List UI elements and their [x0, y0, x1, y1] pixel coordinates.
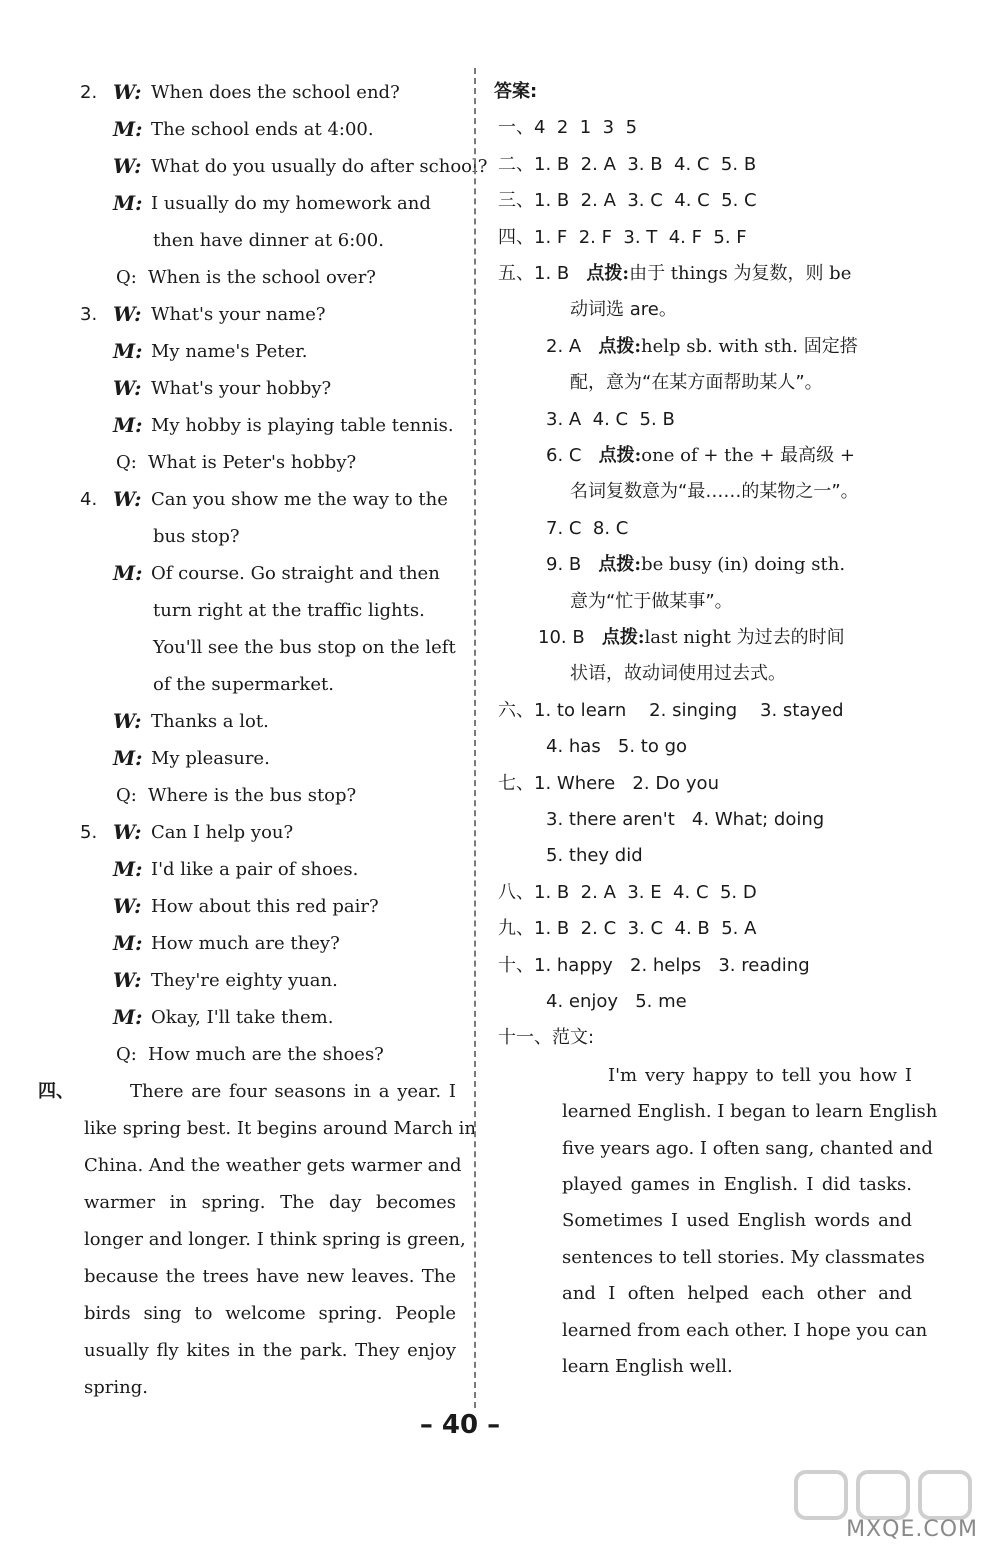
dialog-line: [0, 851, 462, 888]
answer-text: 10. B: [538, 627, 602, 648]
answer-text: 配，意为“在某方面帮助某人”。: [570, 372, 823, 394]
question-label: Q:: [116, 267, 137, 288]
speaker-label: M:: [113, 561, 143, 585]
answer-text: 八、1. B 2. A 3. E 4. C 5. D: [498, 881, 757, 903]
hint-text: one of + the + 最高级 +: [641, 445, 855, 466]
essay-line: like spring best. It begins around March in: [84, 1118, 477, 1139]
dialog-text-continued: bus stop?: [153, 526, 240, 547]
answer-text: 5. they did: [546, 845, 643, 867]
model-essay-line: played games in English. I did tasks.: [562, 1174, 912, 1195]
speaker-label: M:: [113, 1005, 143, 1029]
answer-text: 六、1. to learn 2. singing 3. stayed: [498, 699, 844, 721]
dialog-line: [0, 777, 462, 814]
answer-line: [546, 802, 824, 838]
answer-text: 3. A 4. C 5. B: [546, 408, 675, 430]
answer-line: [498, 147, 756, 183]
speaker-label: W:: [113, 154, 142, 178]
dialog-text: My pleasure.: [151, 748, 270, 769]
hint-text: help sb. with sth. 固定搭: [641, 335, 858, 357]
essay-line: longer and longer. I think spring is green,: [84, 1229, 466, 1250]
answer-line: [570, 474, 859, 510]
answer-line: [538, 620, 845, 656]
dialog-line: [0, 888, 462, 925]
answer-text: 七、1. Where 2. Do you: [498, 772, 719, 794]
speaker-label: M:: [113, 931, 143, 955]
column-divider: [474, 68, 476, 1408]
answer-text: 4. enjoy 5. me: [546, 991, 687, 1012]
hint-text: be busy (in) doing sth.: [641, 554, 846, 576]
dialog-text: My hobby is playing table tennis.: [151, 415, 454, 436]
dialog-line: [0, 148, 488, 185]
speaker-label: W:: [113, 302, 142, 326]
watermark-text: MXQE.COM: [846, 1517, 978, 1542]
dialog-line: [0, 1036, 462, 1073]
hint-text: 由于 things 为复数，则 be: [629, 263, 852, 284]
speaker-label: W:: [113, 487, 142, 511]
answer-line: [498, 220, 747, 256]
answer-text: 十一、范文:: [498, 1027, 595, 1049]
question-text: When is the school over?: [148, 267, 376, 288]
answer-text: 2. A: [546, 335, 599, 357]
answer-line: [570, 292, 677, 328]
dialog-text: What's your hobby?: [151, 378, 332, 399]
answer-text: 动词选 are。: [570, 299, 677, 321]
answer-text: 7. C 8. C: [546, 517, 629, 539]
dialog-line: [0, 74, 462, 111]
dialog-line: [0, 962, 462, 999]
dialog-text: What do you usually do after school?: [151, 156, 488, 177]
dialog-text-continued: turn right at the traffic lights.: [153, 600, 425, 621]
speaker-label: M:: [113, 746, 143, 770]
essay-line: because the trees have new leaves. The: [84, 1266, 456, 1287]
essay-line: China. And the weather gets warmer and: [84, 1155, 462, 1176]
essay-line: warmer in spring. The day becomes: [84, 1192, 456, 1213]
answer-line: [546, 984, 687, 1020]
answer-line: [498, 693, 844, 729]
dialog-text: When does the school end?: [151, 82, 400, 103]
speaker-label: M:: [113, 413, 143, 437]
hint-label: 点拨:: [598, 335, 642, 357]
answer-line: [546, 547, 845, 583]
model-essay-line: and I often helped each other and: [562, 1283, 912, 1305]
speaker-label: W:: [113, 968, 142, 992]
dialog-text: What's your name?: [151, 304, 326, 325]
essay-line: birds sing to welcome spring. People: [84, 1303, 456, 1324]
answer-header: 答案:: [494, 81, 538, 102]
dialog-number: 3.: [80, 304, 98, 325]
answer-text: 意为“忙于做某事”。: [570, 590, 733, 612]
answer-text: 名词复数意为“最……的某物之一”。: [570, 481, 859, 503]
answer-text: 3. there aren't 4. What; doing: [546, 809, 825, 830]
dialog-text: How about this red pair?: [151, 896, 379, 917]
answer-line: [546, 402, 675, 438]
answer-line: [546, 729, 687, 765]
question-label: Q:: [116, 1044, 137, 1065]
essay-line: spring.: [84, 1377, 148, 1398]
dialog-number: 4.: [80, 489, 98, 510]
dialog-line: [0, 740, 462, 777]
hint-label: 点拨:: [586, 263, 630, 284]
answer-line: [498, 911, 756, 947]
model-essay-line: learned English. I began to learn English: [562, 1101, 938, 1123]
model-essay-line: I'm very happy to tell you how I: [608, 1064, 912, 1086]
hint-label: 点拨:: [598, 445, 642, 466]
answer-line: [498, 183, 757, 219]
dialog-line: [0, 814, 462, 851]
question-label: Q:: [116, 785, 137, 806]
dialog-line: [0, 259, 462, 296]
dialog-text: How much are they?: [151, 933, 340, 954]
dialog-text: The school ends at 4:00.: [151, 119, 374, 140]
dialog-line: [0, 703, 462, 740]
answer-text: 九、1. B 2. C 3. C 4. B 5. A: [498, 918, 757, 940]
dialog-number: 5.: [80, 822, 98, 843]
answer-line: [570, 365, 823, 401]
dialog-text-continued: then have dinner at 6:00.: [153, 230, 384, 251]
dialog-text: They're eighty yuan.: [151, 970, 338, 991]
dialog-line: [0, 666, 462, 703]
dialog-line: [0, 925, 462, 962]
speaker-label: W:: [113, 709, 142, 733]
speaker-label: M:: [113, 191, 143, 215]
speaker-label: W:: [113, 376, 142, 400]
dialog-line: [0, 444, 462, 481]
answer-text: 状语，故动词使用过去式。: [570, 663, 786, 685]
dialog-number: 2.: [80, 82, 98, 103]
answer-line: [546, 511, 628, 547]
dialog-line: [0, 185, 462, 222]
answer-line: [570, 656, 786, 692]
speaker-label: W:: [113, 894, 142, 918]
answer-text: 五、1. B: [498, 263, 587, 284]
dialog-line: [0, 111, 462, 148]
dialog-line: [0, 518, 462, 555]
essay-line: usually fly kites in the park. They enjoy: [84, 1340, 456, 1361]
dialog-text: Thanks a lot.: [151, 711, 269, 732]
dialog-text: Of course. Go straight and then: [151, 563, 440, 584]
dialog-line: [0, 222, 462, 259]
question-text: Where is the bus stop?: [148, 785, 357, 806]
dialog-text: My name's Peter.: [151, 341, 308, 362]
speaker-label: M:: [113, 857, 143, 881]
dialog-line: [0, 592, 462, 629]
page-number: – 40 –: [419, 1410, 501, 1440]
answer-line: [498, 766, 719, 802]
answer-line: [498, 948, 810, 984]
dialog-text: I usually do my homework and: [151, 193, 431, 214]
answer-text: 十、1. happy 2. helps 3. reading: [498, 954, 810, 976]
speaker-label: M:: [113, 339, 143, 363]
answer-text: 一、4 2 1 3 5: [498, 117, 638, 139]
model-essay-line: learned from each other. I hope you can: [562, 1319, 928, 1341]
answer-line: [546, 838, 643, 874]
answer-text: 二、1. B 2. A 3. B 4. C 5. B: [498, 153, 757, 175]
hint-text: last night 为过去的时间: [644, 627, 845, 648]
answer-text: 三、1. B 2. A 3. C 4. C 5. C: [498, 190, 757, 212]
hint-label: 点拨:: [598, 554, 642, 576]
dialog-line: [0, 370, 462, 407]
model-essay-line: Sometimes I used English words and: [562, 1210, 912, 1232]
answer-line: [498, 110, 637, 146]
question-label: Q:: [116, 452, 137, 473]
answer-text: 四、1. F 2. F 3. T 4. F 5. F: [498, 226, 747, 248]
speaker-label: M:: [113, 117, 143, 141]
essay-line: There are four seasons in a year. I: [130, 1081, 456, 1102]
dialog-line: [0, 296, 462, 333]
answer-line: [546, 438, 855, 474]
dialog-line: [0, 999, 462, 1036]
dialog-text-continued: of the supermarket.: [153, 674, 334, 695]
question-text: How much are the shoes?: [148, 1044, 384, 1065]
dialog-line: [0, 481, 462, 518]
question-text: What is Peter's hobby?: [148, 452, 357, 473]
dialog-text: Okay, I'll take them.: [151, 1007, 334, 1028]
model-essay-line: learn English well.: [562, 1356, 733, 1377]
model-essay-line: five years ago. I often sang, chanted and: [562, 1137, 933, 1159]
dialog-line: [0, 629, 462, 666]
dialog-text: I'd like a pair of shoes.: [151, 859, 359, 880]
speaker-label: W:: [113, 820, 142, 844]
answer-text: 4. has 5. to go: [546, 736, 688, 758]
speaker-label: W:: [113, 80, 142, 104]
answer-text: 6. C: [546, 445, 599, 466]
answer-line: [546, 329, 858, 365]
dialog-line: [0, 333, 462, 370]
dialog-text: Can I help you?: [151, 822, 294, 843]
answer-line: [498, 1020, 594, 1056]
dialog-text: Can you show me the way to the: [151, 489, 448, 510]
answer-text: 9. B: [546, 554, 599, 576]
hint-label: 点拨:: [601, 627, 645, 648]
model-essay-line: sentences to tell stories. My classmates: [562, 1246, 925, 1268]
dialog-line: [0, 407, 462, 444]
section-label-4: 四、: [38, 1081, 74, 1102]
dialog-text-continued: You'll see the bus stop on the left: [153, 637, 456, 658]
answer-line: [570, 584, 733, 620]
answer-line: [498, 256, 851, 292]
dialog-line: [0, 555, 462, 592]
answer-line: [498, 875, 757, 911]
